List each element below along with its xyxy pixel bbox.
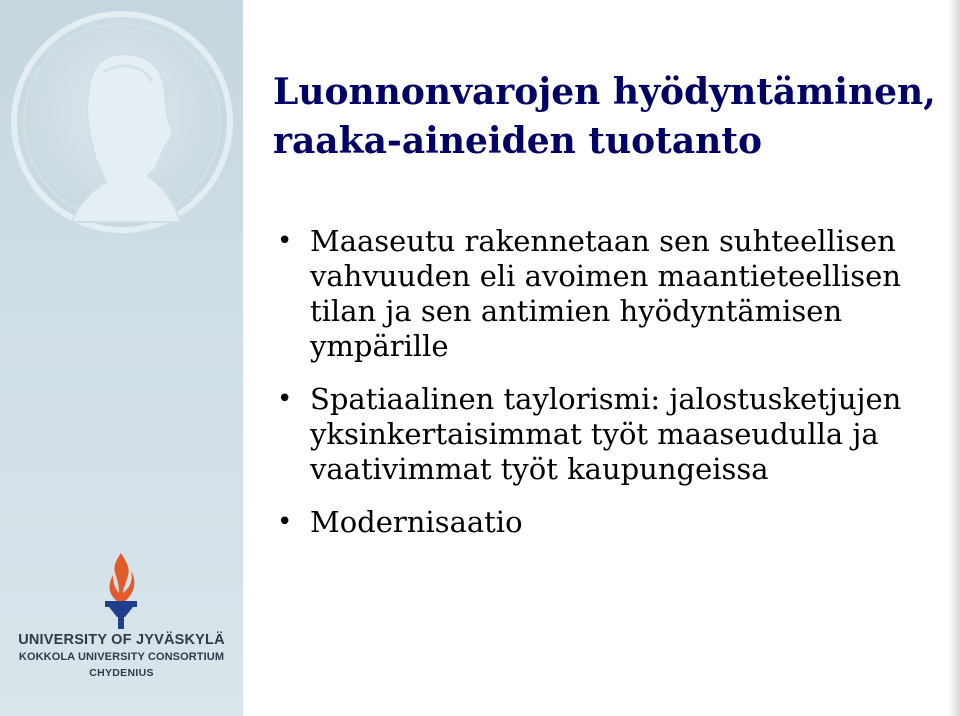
right-edge-shadow [948,0,960,716]
bullet-icon: • [277,507,293,537]
bullet-icon: • [277,384,293,414]
logo-consortium-name: KOKKOLA UNIVERSITY CONSORTIUM [18,651,225,663]
torch-icon [101,551,141,629]
portrait-medallion-icon [8,8,236,236]
side-panel [0,0,243,716]
bullet-text: Spatiaalinen taylorismi: jalostusketjujen yksinkertaisimmat työt maaseudulla ja vaativimmat työt kaupungeissa [310,382,902,486]
slide-title [273,68,943,166]
title-line-1: Luonnonvarojen hyödyntäminen, [273,71,936,113]
list-item [273,382,933,487]
university-logo [0,545,243,685]
list-item [273,505,933,540]
title-line-2: raaka-aineiden tuotanto [273,120,762,162]
logo-university-name: UNIVERSITY OF JYVÄSKYLÄ [18,632,225,648]
bullet-text: Maaseutu rakennetaan sen suhteellisen vahvuuden eli avoimen maantieteellisen tilan ja sen antimien hyödyntämisen ympärille [310,224,901,363]
bullet-text: Modernisaatio [310,505,523,539]
list-item [273,224,933,364]
bullet-icon: • [277,226,293,256]
bullet-list [273,224,933,558]
logo-unit-name: CHYDENIUS [89,667,154,679]
